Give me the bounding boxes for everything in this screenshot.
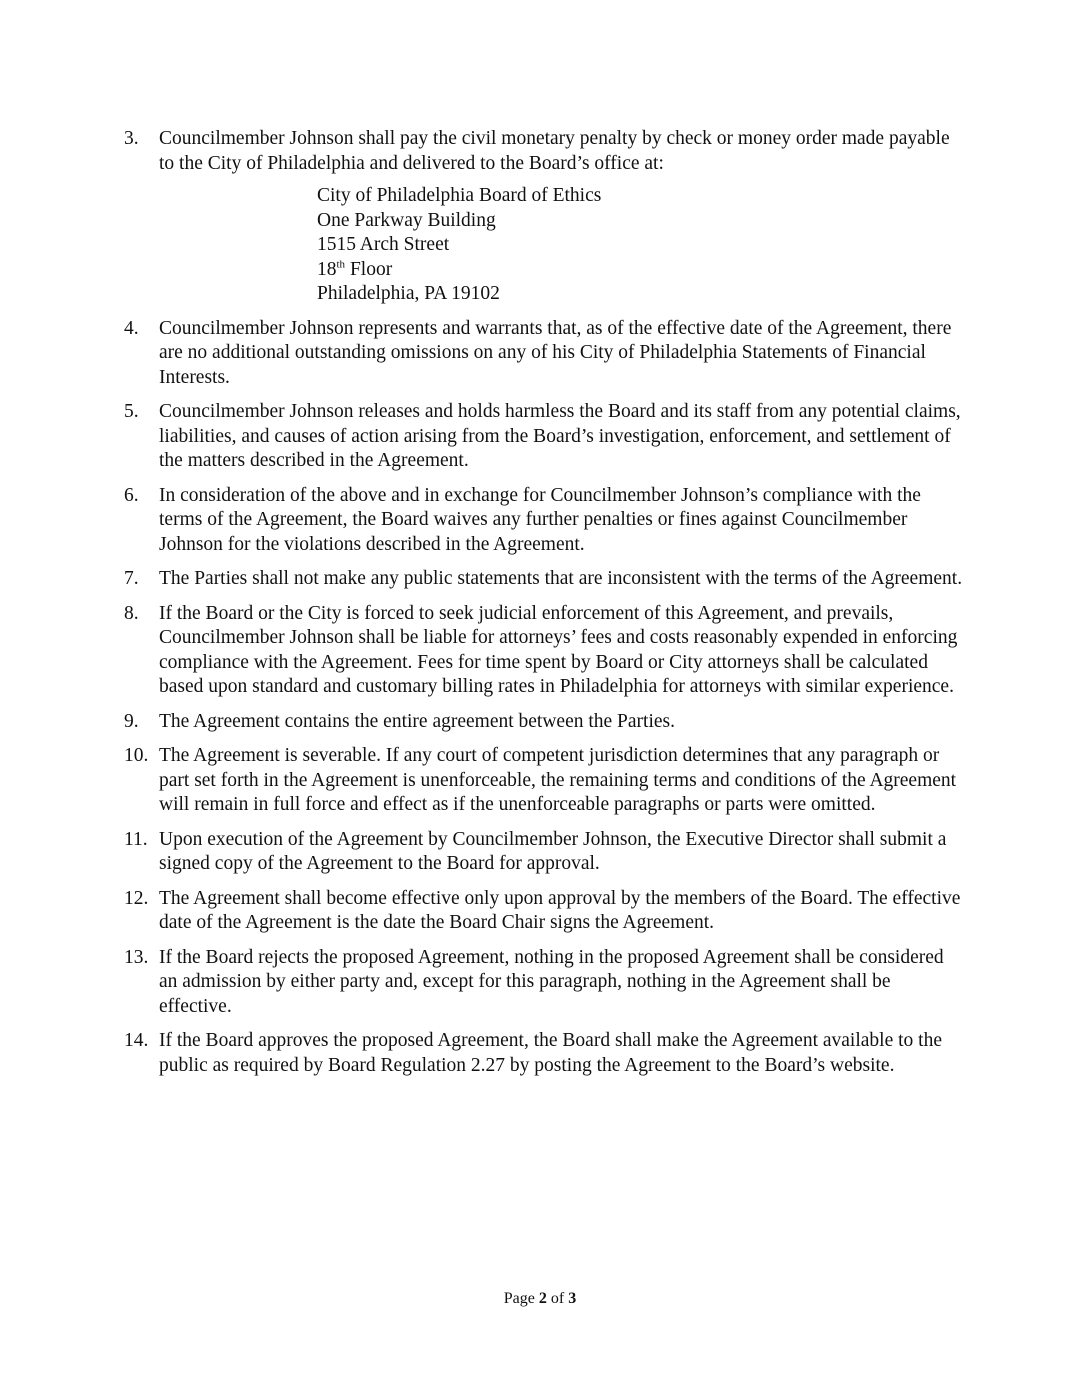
address-line: One Parkway Building	[317, 209, 496, 231]
item-text: The Parties shall not make any public statements that are inconsistent with the terms of the Agreement.	[159, 568, 963, 589]
list-item-11	[124, 828, 964, 877]
list-item-9	[124, 710, 964, 735]
mailing-address	[317, 184, 964, 307]
address-line: Philadelphia, PA 19102	[317, 283, 500, 304]
list-item-8	[124, 602, 964, 700]
item-text: Councilmember Johnson shall pay the civil monetary penalty by check or money order made payable to the City of Philadelphia and delivered to the Board’s office at:	[159, 128, 950, 174]
address-floor	[317, 258, 964, 283]
list-item-14	[124, 1029, 964, 1078]
item-text: Councilmember Johnson releases and holds harmless the Board and its staff from any potential claims, liabilities, and causes of action arising from the Board’s investigation, enforcement, and settlement of the matters described in the Agreement.	[159, 401, 961, 471]
item-number: 7.	[124, 568, 139, 589]
item-text: Councilmember Johnson represents and warrants that, as of the effective date of the Agreement, there are no additional outstanding omissions on any of his City of Philadelphia Statements of Financial Interests.	[159, 317, 952, 388]
item-number: 13.	[124, 946, 149, 968]
item-number: 5.	[124, 401, 139, 422]
item-number: 4.	[124, 317, 139, 339]
item-text: If the Board or the City is forced to seek judicial enforcement of this Agreement, and prevails, Councilmember Johnson shall be liable for attorneys’ fees and costs reasonably expended in enforcing compliance with the Agreement. Fees for time spent by Board or City attorneys shall be calculated based upon standard and customary billing rates in Philadelphia for attorneys with similar experience.	[159, 602, 958, 697]
item-text: The Agreement shall become effective only upon approval by the members of the Board. The effective date of the Agreement is the date the Board Chair signs the Agreement.	[159, 887, 961, 933]
item-number: 6.	[124, 484, 139, 506]
list-item-4	[124, 317, 964, 391]
item-number: 12.	[124, 887, 149, 909]
item-text: The Agreement is severable. If any court of competent jurisdiction determines that any paragraph or part set forth in the Agreement is unenforceable, the remaining terms and conditions of the Agreement will remain in full force and effect as if the unenforceable paragraphs or parts were omitted.	[159, 745, 957, 815]
item-number: 10.	[124, 745, 149, 766]
list-item-5	[124, 400, 964, 474]
item-text: If the Board rejects the proposed Agreement, nothing in the proposed Agreement shall be considered an admission by either party and, except for this paragraph, nothing in the Agreement shall be effective.	[159, 946, 944, 1017]
item-number: 3.	[124, 128, 139, 149]
address-line: City of Philadelphia Board of Ethics	[317, 185, 602, 206]
total-pages: 3	[568, 1290, 577, 1307]
floor-word: Floor	[345, 258, 393, 280]
page-label: Page	[503, 1290, 539, 1307]
list-item-13	[124, 946, 964, 1020]
floor-ordinal: th	[336, 258, 346, 270]
list-item-12	[124, 887, 964, 936]
item-number: 11.	[124, 828, 148, 850]
floor-number: 18	[317, 258, 337, 280]
item-text: The Agreement contains the entire agreement between the Parties.	[159, 710, 675, 732]
list-item-3	[124, 127, 964, 307]
current-page-number: 2	[538, 1290, 547, 1307]
list-item-6	[124, 484, 964, 558]
address-line: 1515 Arch Street	[317, 234, 450, 255]
numbered-list	[124, 127, 964, 1088]
of-label: of	[546, 1290, 569, 1307]
item-number: 14.	[124, 1030, 149, 1051]
list-item-10	[124, 744, 964, 818]
page-footer	[0, 1290, 1080, 1308]
item-number: 9.	[124, 710, 139, 732]
item-text: In consideration of the above and in exchange for Councilmember Johnson’s compliance with the terms of the Agreement, the Board waives any further penalties or fines against Councilmember Johnson for the violations described in the Agreement.	[159, 484, 921, 555]
item-text: If the Board approves the proposed Agreement, the Board shall make the Agreement available to the public as required by Board Regulation 2.27 by posting the Agreement to the Board’s website.	[159, 1030, 942, 1076]
list-item-7	[124, 567, 964, 592]
item-number: 8.	[124, 602, 139, 624]
item-text: Upon execution of the Agreement by Councilmember Johnson, the Executive Director shall submit a signed copy of the Agreement to the Board for approval.	[159, 828, 947, 874]
